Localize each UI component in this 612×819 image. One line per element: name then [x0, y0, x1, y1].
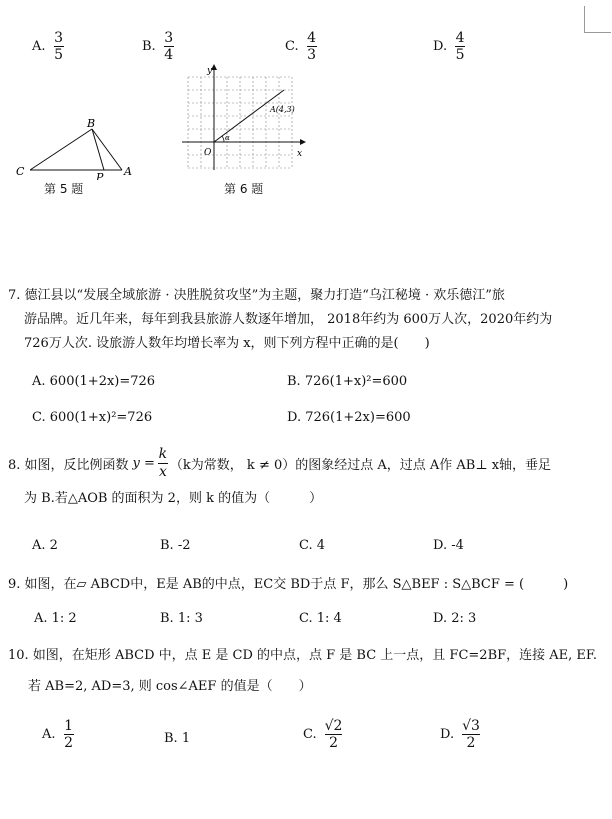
- label-p: P: [96, 171, 104, 180]
- q10-line-1: 10. 如图，在矩形 ABCD 中，点 E 是 CD 的中点，点 F 是 BC 上一点，且 FC=2BF，连接 AE, EF.: [8, 648, 598, 663]
- figure-6-caption: 第 6 题: [224, 182, 264, 196]
- q10-option-b: B. 1: [164, 731, 191, 746]
- q7-option-c: C. 600(1+x)²=726: [32, 410, 153, 425]
- q7-option-d: D. 726(1+2x)=600: [287, 410, 411, 425]
- q7-line-3: 726万人次. 设旅游人数年均增长率为 x，则下列方程中正确的是( ): [24, 336, 430, 351]
- label-x: x: [297, 149, 303, 159]
- q10-option-c: C. $\frac{√2}{2}$: [303, 718, 343, 752]
- label-a: A: [124, 165, 132, 178]
- prev-option-b: B. $\frac{3}{4}$: [142, 30, 174, 64]
- q10-line-2: 若 AB=2, AD=3, 则 cos∠AEF 的值是（ ）: [28, 679, 312, 694]
- q9-option-b: B. 1: 3: [160, 611, 203, 626]
- q9-option-a: A. 1: 2: [34, 611, 77, 626]
- q8-option-c: C. 4: [299, 538, 326, 553]
- q8-line-1: 8. 如图，反比例函数 y = $\frac{k}{x}$ （k为常数， k ≠ 0）的图象经过点 A，过点 A作 AB⊥ x轴，垂足: [8, 446, 552, 480]
- label-point-a: A(4,3): [270, 105, 295, 114]
- figure-5-caption: 第 5 题: [44, 182, 84, 196]
- q7-option-a: A. 600(1+2x)=726: [32, 374, 156, 389]
- fraction: $\frac{4}{5}$: [455, 30, 465, 64]
- q7-option-b: B. 726(1+x)²=600: [287, 374, 408, 389]
- q9-line-1: 9. 如图，在▱ ABCD中，E是 AB的中点，EC交 BD于点 F，那么 S△BEF : S△BCF = ( ): [8, 577, 569, 592]
- q8-option-a: A. 2: [32, 538, 58, 553]
- fraction-k-over-x: $\frac{k}{x}$: [158, 446, 168, 480]
- label-y: y: [207, 66, 213, 76]
- prev-option-c: C. $\frac{4}{3}$: [285, 30, 317, 64]
- fraction: $\frac{4}{3}$: [307, 30, 317, 64]
- q10-option-a: A. $\frac{1}{2}$: [42, 718, 73, 752]
- q10-option-d: D. $\frac{√3}{2}$: [440, 718, 480, 752]
- prev-option-a: A. $\frac{3}{5}$: [32, 30, 63, 64]
- q9-option-d: D. 2: 3: [433, 611, 477, 626]
- q9-option-c: C. 1: 4: [299, 611, 342, 626]
- q7-line-2: 游品牌。近几年来，每年到我县旅游人数逐年增加， 2018年约为 600万人次，2020年约为: [24, 312, 553, 327]
- label-o: O: [204, 148, 212, 158]
- fraction: $\frac{1}{2}$: [64, 718, 73, 752]
- figure-5-triangle: [12, 115, 142, 180]
- fraction: $\frac{3}{5}$: [54, 30, 63, 64]
- label-b: B: [87, 117, 96, 130]
- prev-option-d: D. $\frac{4}{5}$: [433, 30, 465, 64]
- fraction: $\frac{√2}{2}$: [324, 718, 343, 752]
- fraction: $\frac{√3}{2}$: [462, 718, 480, 752]
- q7-line-1: 7. 德江县以“发展全域旅游 · 决胜脱贫攻坚”为主题，聚力打造“乌江秘境 · 欢乐德江”旅: [8, 288, 505, 303]
- fraction: $\frac{3}{4}$: [164, 30, 174, 64]
- label-alpha: α: [225, 134, 230, 142]
- q8-option-d: D. -4: [433, 538, 464, 553]
- figure-6-grid: [180, 62, 310, 177]
- page-corner-mark: [584, 6, 611, 33]
- q8-option-b: B. -2: [160, 538, 191, 553]
- label-c: C: [16, 165, 25, 178]
- q8-line-2: 为 B.若△AOB 的面积为 2，则 k 的值为（ ）: [24, 491, 323, 506]
